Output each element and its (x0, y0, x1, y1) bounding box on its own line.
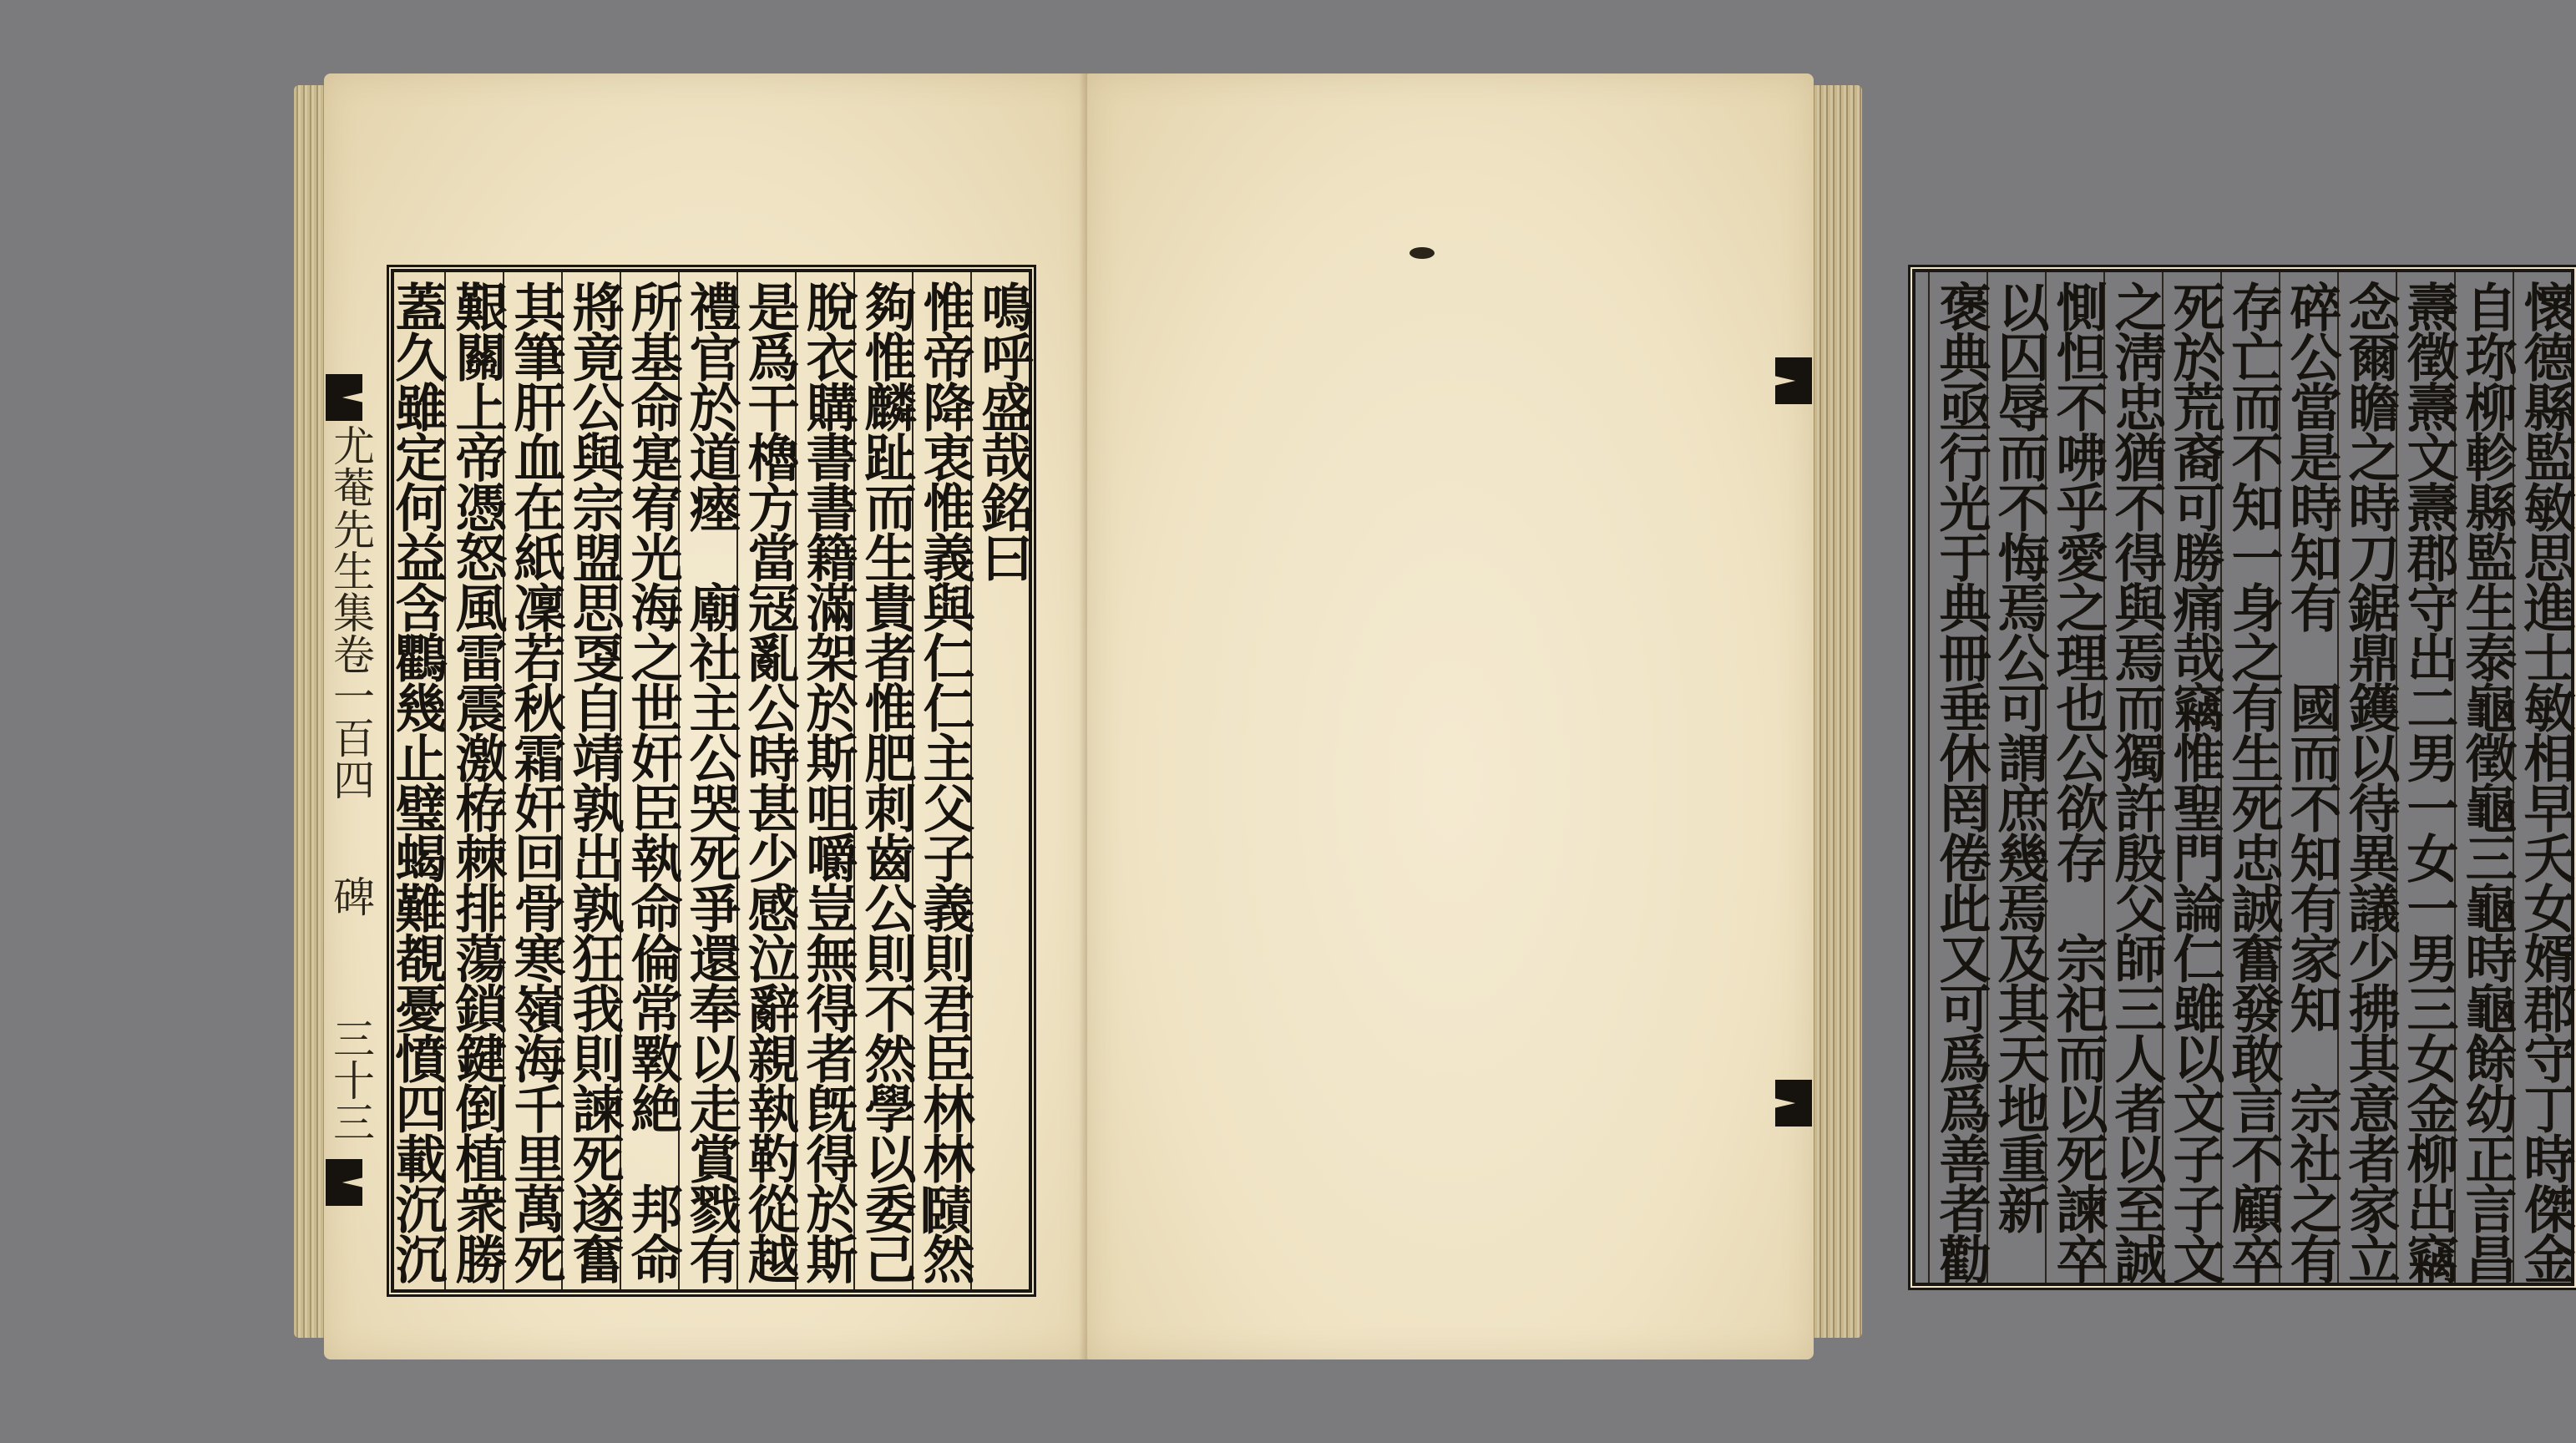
left-column-4: 是爲干櫓方當冦亂公時甚少感泣辭親執靮從越 (736, 272, 797, 1289)
ink-spot (1409, 247, 1435, 259)
left-text-frame (387, 269, 1034, 1293)
margin-book-title: 尤菴先生集卷一百四 (326, 424, 375, 800)
right-fishtail-marker-bottom (1775, 1080, 1812, 1127)
margin-section: 碑 (326, 875, 375, 917)
right-page (1087, 73, 2576, 1359)
right-column-8: 之淸忠猶不得與焉而獨許殷父師三人者以至誠 (2103, 272, 2164, 1283)
left-column-3: 脫衣購書書籍滿架於斯咀嚼豈無得者旣得於斯 (795, 272, 855, 1289)
left-header-column (970, 272, 1034, 1289)
right-fishtail-marker-top (1775, 357, 1812, 404)
left-column-5: 禮官於道瘞 廟社主公哭死爭還奉以走賞戮有 (678, 272, 738, 1289)
left-column-9: 艱關上帝憑怒風雷震激栫棘排蕩鎖鍵倒植衆勝 (444, 272, 504, 1289)
right-column-2: 自珎柳軫縣監生泰龜徵龜三龜時龜餘幼正言昌 (2454, 272, 2514, 1283)
right-text-frame (1912, 269, 2574, 1286)
right-column-7: 死於荒裔可勝痛哉竊惟聖門論仁雖以文子子文 (2162, 272, 2222, 1283)
left-column-8: 其筆肝血在紙凜若秋霜奸回骨寒嶺海千里萬死 (503, 272, 563, 1289)
open-book (294, 73, 2576, 1361)
right-column-11: 褒典亟行光于典冊垂休罔倦此又可爲爲善者勸 (1928, 272, 1988, 1283)
fishtail-marker-bottom (326, 1159, 362, 1206)
left-column-1: 惟帝降衷惟義與仁仁主父子義則君臣林林𧷤然 (912, 272, 972, 1289)
margin-page-number: 三十三 (326, 1017, 375, 1142)
left-column-10: 蓋久雖定何益含鸜幾止璧蝎難覩憂憤四載沉沉 (387, 281, 448, 1283)
right-column-1: 懷德縣監敏思進士敏相早夭女婿郡守丁時傑金 (2513, 272, 2573, 1283)
fishtail-marker-top (326, 374, 362, 421)
left-column-6: 所基命寔宥光海之世奸臣執命倫常斁絶 邦命 (620, 272, 680, 1289)
left-column-2: 夠惟麟趾而生貴者惟肥刺齒公則不然學以委己 (853, 272, 913, 1289)
right-column-3: 燾徵燾文燾郡守出二男一女一男三女金柳出竊 (2396, 272, 2456, 1283)
right-column-4: 念爾瞻之時刀鋸鼎鑊以待異議少拂其意者家立 (2337, 272, 2397, 1283)
right-page-edges (1810, 85, 1862, 1338)
right-column-5: 碎公當是時知有 國而不知有家知 宗社之有 (2279, 272, 2339, 1283)
right-column-6: 存亡而不知一身之有生死忠誠奮發敢言不顧卒 (2220, 272, 2280, 1283)
left-page (324, 73, 1092, 1359)
right-column-9: 惻怛不咈乎愛之理也公欲存 宗祀而以死諫卒 (2045, 272, 2105, 1283)
left-header-title: 鳴呼盛哉銘曰 (973, 281, 1034, 581)
left-column-7: 將竟公與宗盟思㪅自靖孰出孰狂我則諫死遂奮 (561, 272, 621, 1289)
right-column-10: 以囚辱而不悔焉公可謂庶幾焉及其天地重新 (1986, 272, 2047, 1283)
